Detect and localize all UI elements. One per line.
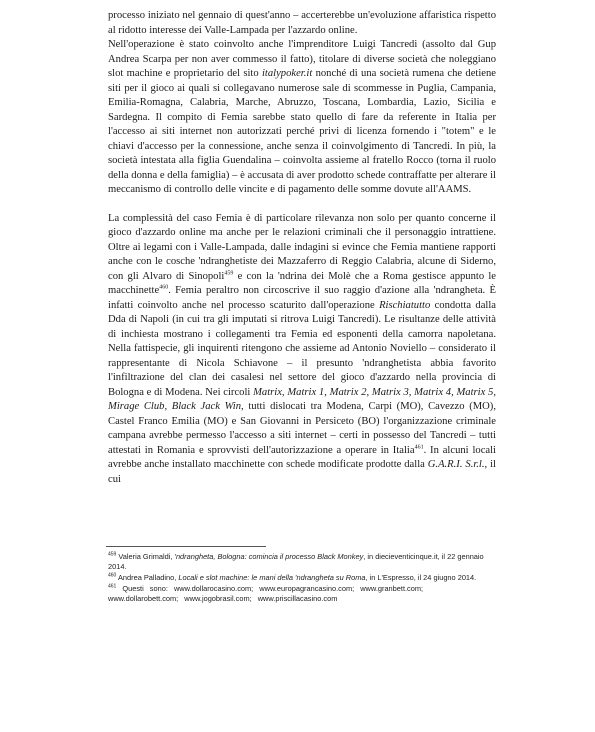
company-name: G.A.R.I. S.r.l., xyxy=(427,459,488,470)
footnote-ref-459[interactable]: 459 xyxy=(224,269,234,276)
body-text xyxy=(108,9,496,487)
footnote-ref-460[interactable]: 460 xyxy=(159,284,169,291)
paragraph-3: La complessità del caso Femia è di particolare rilevanza non solo per quanto concerne il gioco d'azzardo online ma anche per le relazioni criminali che il personaggio intrattiene. Oltre ai legami con i Valle-Lampada, dalle indagini si evince che Femia mantiene rapporti anche con le cosche 'ndranghetiste dei Mazzaferro di Reggio Calabria, alcune di Siderno, con gli Alvaro di Sinopoli$^{459}$ e con la 'ndrina dei Molè che a Roma gestisce appunto le macchinette$^{460}$. Femia peraltro non circoscrive il suo raggio d'azione alla 'ndrangheta. È infatti coinvolto anche nel processo scaturito dall'operazione Rischiatutto condotta dalla Dda di Napoli (in cui tra gli imputati si ritrova Luigi Tancredi). Le risultanze delle attività di inchiesta mostrano i collegamenti tra Femia ed esponenti della camorra napoletana. Nella fattispecie, gli inquirenti ritengono che assieme ad Antonio Noviello – considerato il rappresentante di Nicola Schiavone – il presunto 'ndranghetista abbia favorito l'infiltrazione del clan dei casalesi nel settore del gioco d'azzardo nella provincia di Bologna e di Modena. Nei circoli Matrix, Matrix 1, Matrix 2, Matrix 3, Matrix 4, Matrix 5, Mirage Club, Black Jack Win, tutti dislocati tra Modena, Carpi (MO), Cavezzo (MO), Castel Franco Emilia (MO) e San Giovanni in Persiceto (BO) l'organizzazione criminale campana avrebbe permesso l'accesso a siti internet – certi in possesso del Tancredi – tutti attestati in Romania e sprovvisti dell'autorizzazione a operare in Italia$^{461}$. In alcuni locali avrebbe anche installato macchinette con schede modificate prodotte dalla G.A.R.I. S.r.l., il cui xyxy=(108,212,497,485)
footnote-divider xyxy=(106,546,266,547)
footnote-459: $^{459}$ Valeria Grimaldi, 'ndrangheta, Bologna: comincia il processo Black Monkey, in diecieventicinque.it, il 22 gennaio 2014. xyxy=(108,551,484,571)
site-name: italypoker.it xyxy=(261,68,313,79)
footnote-461: $^{461}$ Questi sono: www.dollarocasino.com; www.europagrancasino.com; www.granbett.com; www.dollarobett.com; www.jogobrasil.com; www.priscillacasino.com xyxy=(108,583,424,603)
club-names: Matrix, Matrix 1, Matrix 2, Matrix 3, Matrix 4, Matrix 5, Mirage Club, Black Jack Win, xyxy=(108,386,497,412)
footnotes xyxy=(108,552,496,605)
operation-name: Rischiatutto xyxy=(379,299,431,311)
paragraph-1: processo iniziato nel gennaio di quest'anno – accerterebbe un'evoluzione affaristica rispetto al ridotto interesse dei Valle-Lampada per l'azzardo online. xyxy=(108,10,496,36)
paragraph-2: Nell'operazione è stato coinvolto anche l'imprenditore Luigi Tancredi (assolto dal Gup Andrea Scarpa per non aver commesso il fatto), titolare di diverse società che noleggiano slot machine e proprietario del sito italypoker.it nonché di una società rumena che detiene siti per il gioco ai quali si collegavano numerose sale di scommesse in Puglia, Campania, Emilia-Romagna, Calabria, Marche, Abruzzo, Toscana, Lombardia, Lazio, Sicilia e Sardegna. Il compito di Femia sarebbe stato quello di fare da referente in Italia per l'accesso ai siti internet non autorizzati perché privi di licenza fornendo i "totem" e le chiavi d'accesso per la connessione, anche senza il coinvolgimento di Tancredi. In più, la società intestata alla figlia Guendalina – coinvolta assieme al fratello Rocco (torna il ruolo della donna e della famiglia) – è accusata di aver prodotto schede contraffatte per alterare il meccanismo di controllo delle vincite e di pagamento delle somme dovute all'AAMS. xyxy=(108,39,496,195)
footnote-ref-461[interactable]: 461 xyxy=(414,443,424,450)
footnote-460: $^{460}$ Andrea Palladino, Locali e slot machine: le mani della 'ndrangheta su Roma, in L'Espresso, il 24 giugno 2014. xyxy=(108,572,477,582)
